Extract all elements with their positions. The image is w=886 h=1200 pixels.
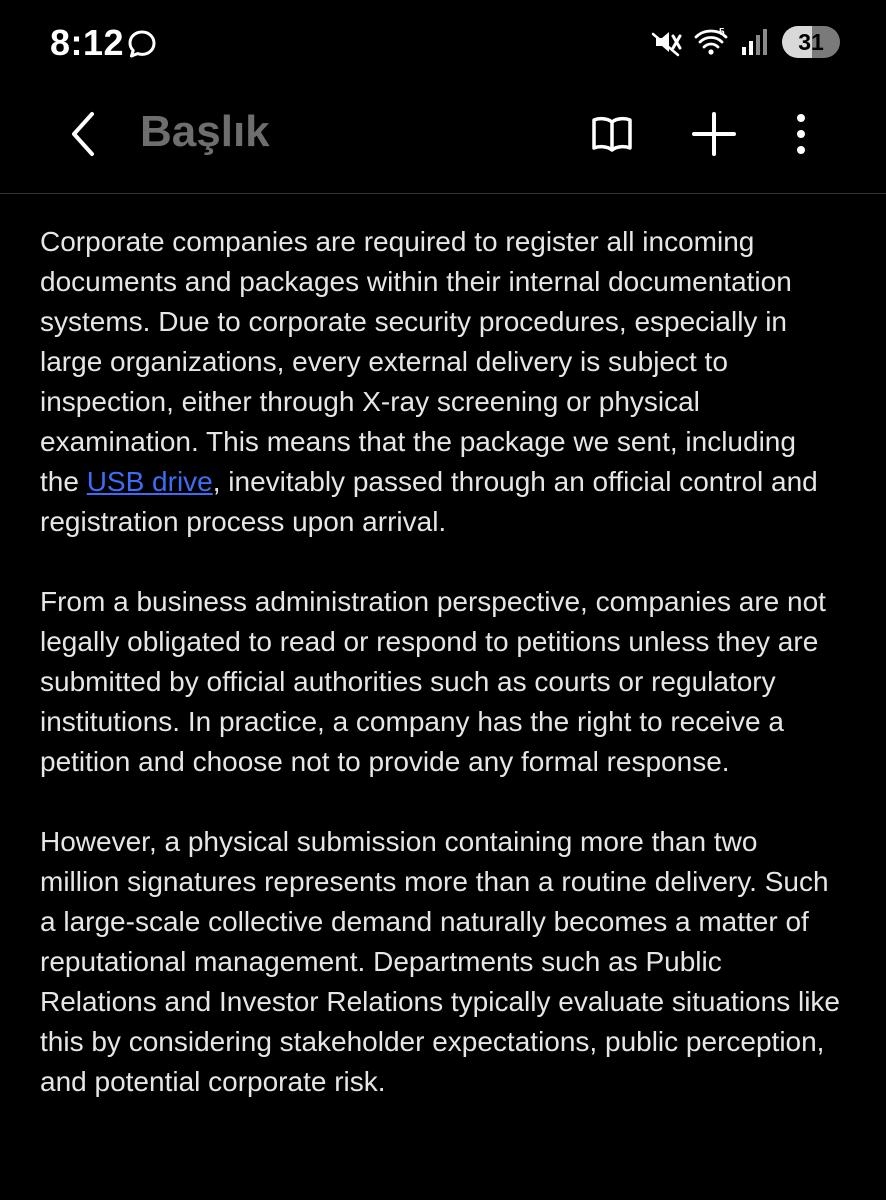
- chevron-left-icon: [66, 110, 102, 158]
- note-paragraph-3: However, a physical submission containing more than two million signatures represents more than a routine delivery. Such a large-scale collective demand naturally becomes a matter of reputational management. Departments such as Public Relations and Investor Relations typically evaluate situations like this by considering stakeholder expectations, public perception, and potential corporate risk.: [40, 826, 840, 1097]
- more-options-button[interactable]: [771, 104, 831, 164]
- note-paragraph-1: [40, 222, 840, 542]
- battery-indicator: [782, 26, 840, 58]
- usb-drive-link[interactable]: USB drive: [86, 466, 213, 497]
- wifi-icon: [694, 25, 728, 59]
- paragraph-1-text-end: , inevitably passed through an official control and registration process upon arrival.: [40, 466, 818, 537]
- status-icons: [650, 22, 840, 62]
- vibrate-mute-icon: [650, 25, 684, 59]
- paragraph-1-text-start: Corporate companies are required to register all incoming documents and packages within their internal documentation systems. Due to corporate security procedures, especially in large organizations, every external delivery is subject to inspection, either through X-ray screening or physical examination. This means that the package we sent, including the: [40, 226, 796, 497]
- reading-mode-button[interactable]: [582, 104, 642, 164]
- note-body[interactable]: [40, 222, 840, 1142]
- app-bar: [0, 86, 886, 194]
- note-title-field[interactable]: Başlık: [140, 107, 270, 156]
- back-button[interactable]: [56, 106, 112, 162]
- open-book-icon: [590, 114, 634, 154]
- wifi-band-label: 5: [719, 27, 725, 38]
- add-button[interactable]: [684, 104, 744, 164]
- status-bar: [0, 0, 886, 86]
- more-vertical-icon: [795, 112, 807, 156]
- message-bubble-icon: [126, 28, 158, 60]
- cell-signal-icon: [738, 25, 772, 59]
- battery-level: 31: [798, 28, 824, 55]
- plus-icon: [691, 111, 737, 157]
- status-time: 8:12: [50, 22, 125, 63]
- note-paragraph-2: From a business administration perspective, companies are not legally obligated to read or respond to petitions unless they are submitted by official authorities such as courts or regulatory institutions. In practice, a company has the right to receive a petition and choose not to provide any formal response.: [40, 586, 826, 777]
